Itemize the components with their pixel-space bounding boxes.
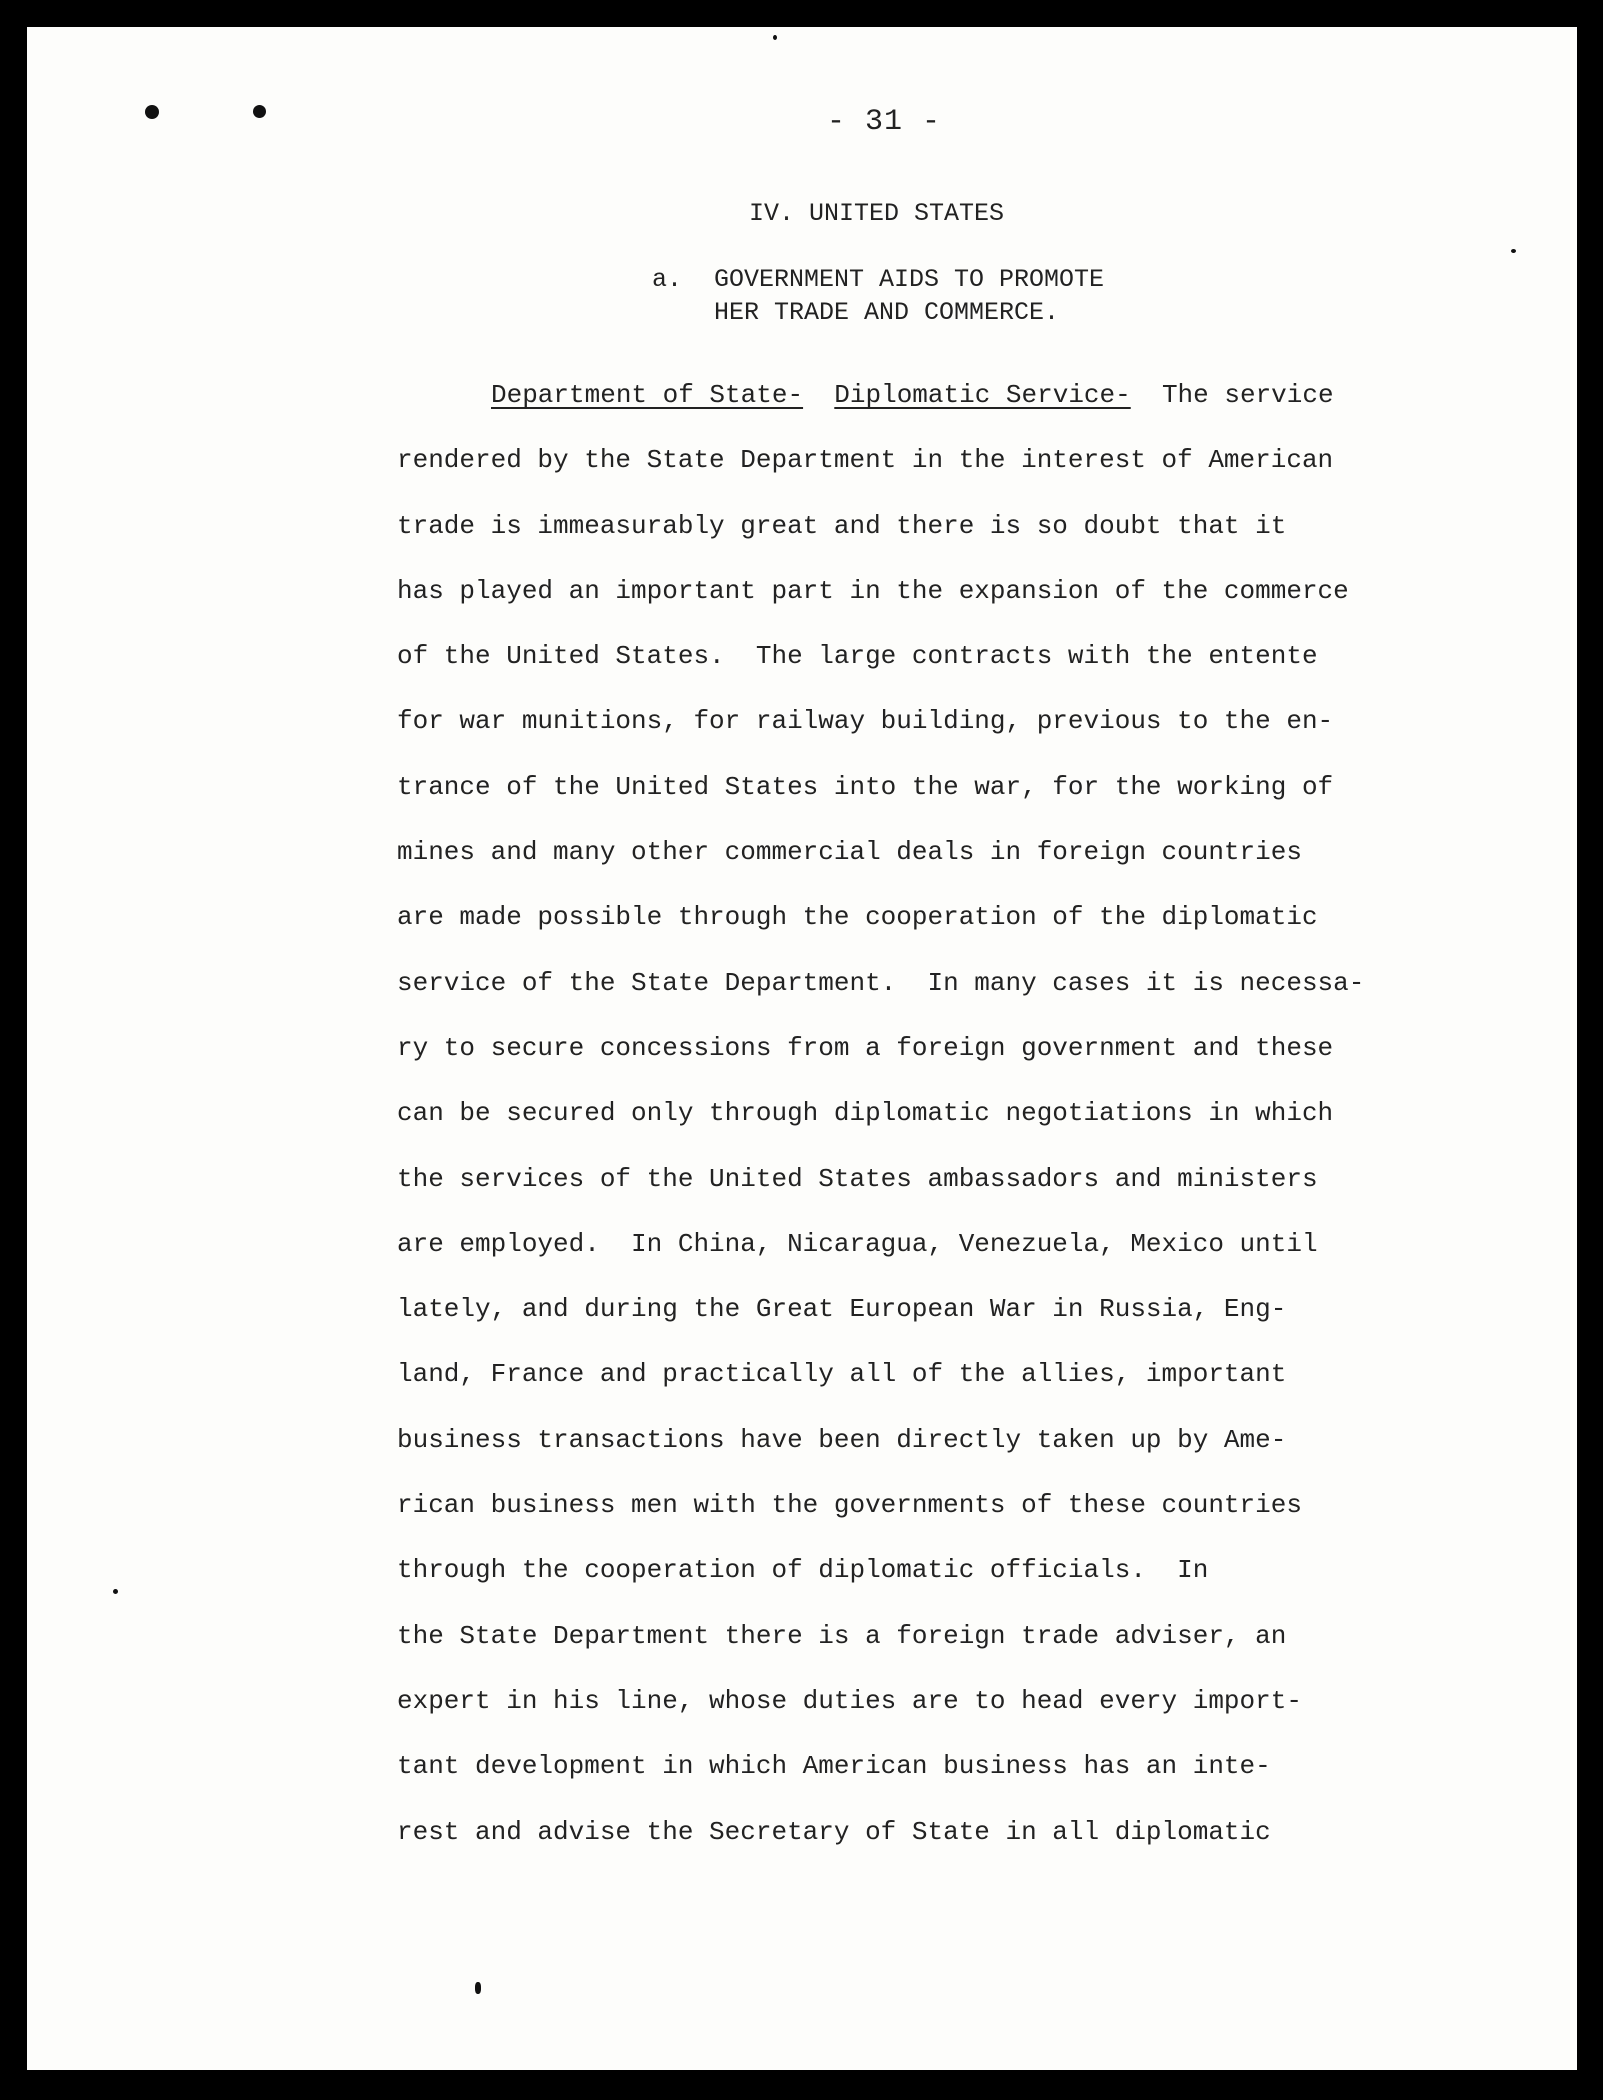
paragraph-heading-service: Diplomatic Service- bbox=[834, 380, 1131, 410]
text-line: through the cooperation of diplomatic officials. In bbox=[397, 1555, 1209, 1586]
first-line-text: The service bbox=[1161, 380, 1334, 410]
text-line: rest and advise the Secretary of State in all diplomatic bbox=[397, 1816, 1271, 1847]
ink-speck bbox=[475, 1982, 481, 1994]
page-number: - 31 - bbox=[827, 105, 942, 139]
text-line: can be secured only through diplomatic negotiations in which bbox=[397, 1098, 1334, 1129]
text-line: trance of the United States into the war, for the working of bbox=[397, 771, 1334, 802]
text-line: of the United States. The large contracts with the entente bbox=[397, 641, 1318, 672]
text-line: are employed. In China, Nicaragua, Venezuela, Mexico until bbox=[397, 1228, 1318, 1259]
subsection-letter: a. bbox=[652, 265, 683, 294]
text-line: has played an important part in the expansion of the commerce bbox=[397, 575, 1349, 606]
text-line: ry to secure concessions from a foreign government and these bbox=[397, 1032, 1334, 1063]
text-line: the State Department there is a foreign trade adviser, an bbox=[397, 1620, 1287, 1651]
text-line: the services of the United States ambassadors and ministers bbox=[397, 1163, 1318, 1194]
ink-speck bbox=[113, 1589, 118, 1594]
text-line: trade is immeasurably great and there is so doubt that it bbox=[397, 510, 1287, 541]
text-line: expert in his line, whose duties are to head every import- bbox=[397, 1685, 1302, 1716]
text-line: service of the State Department. In many cases it is necessa- bbox=[397, 967, 1365, 998]
paragraph-heading-department: Department of State- bbox=[491, 380, 804, 410]
text-line: business transactions have been directly taken up by Ame- bbox=[397, 1424, 1287, 1455]
paragraph-first-line bbox=[397, 363, 1457, 428]
text-line: land, France and practically all of the allies, important bbox=[397, 1359, 1287, 1390]
text-line: rendered by the State Department in the interest of American bbox=[397, 445, 1334, 476]
ink-speck bbox=[1511, 249, 1516, 253]
subsection-title-line1: GOVERNMENT AIDS TO PROMOTE bbox=[714, 265, 1105, 294]
document-page bbox=[27, 27, 1577, 2070]
section-title: IV. UNITED STATES bbox=[749, 199, 1005, 228]
text-line: for war munitions, for railway building, previous to the en- bbox=[397, 706, 1334, 737]
text-line: mines and many other commercial deals in foreign countries bbox=[397, 837, 1302, 868]
text-line: lately, and during the Great European War in Russia, Eng- bbox=[397, 1294, 1287, 1325]
ink-speck bbox=[773, 35, 777, 40]
subsection-heading bbox=[652, 263, 1104, 329]
body-text bbox=[397, 363, 1457, 1865]
text-line: rican business men with the governments of these countries bbox=[397, 1490, 1302, 1521]
text-line: tant development in which American business has an inte- bbox=[397, 1751, 1271, 1782]
punch-hole-mark bbox=[145, 105, 159, 119]
subsection-title-line2: HER TRADE AND COMMERCE. bbox=[714, 298, 1060, 327]
punch-hole-mark bbox=[253, 105, 266, 118]
text-line: are made possible through the cooperation of the diplomatic bbox=[397, 902, 1318, 933]
